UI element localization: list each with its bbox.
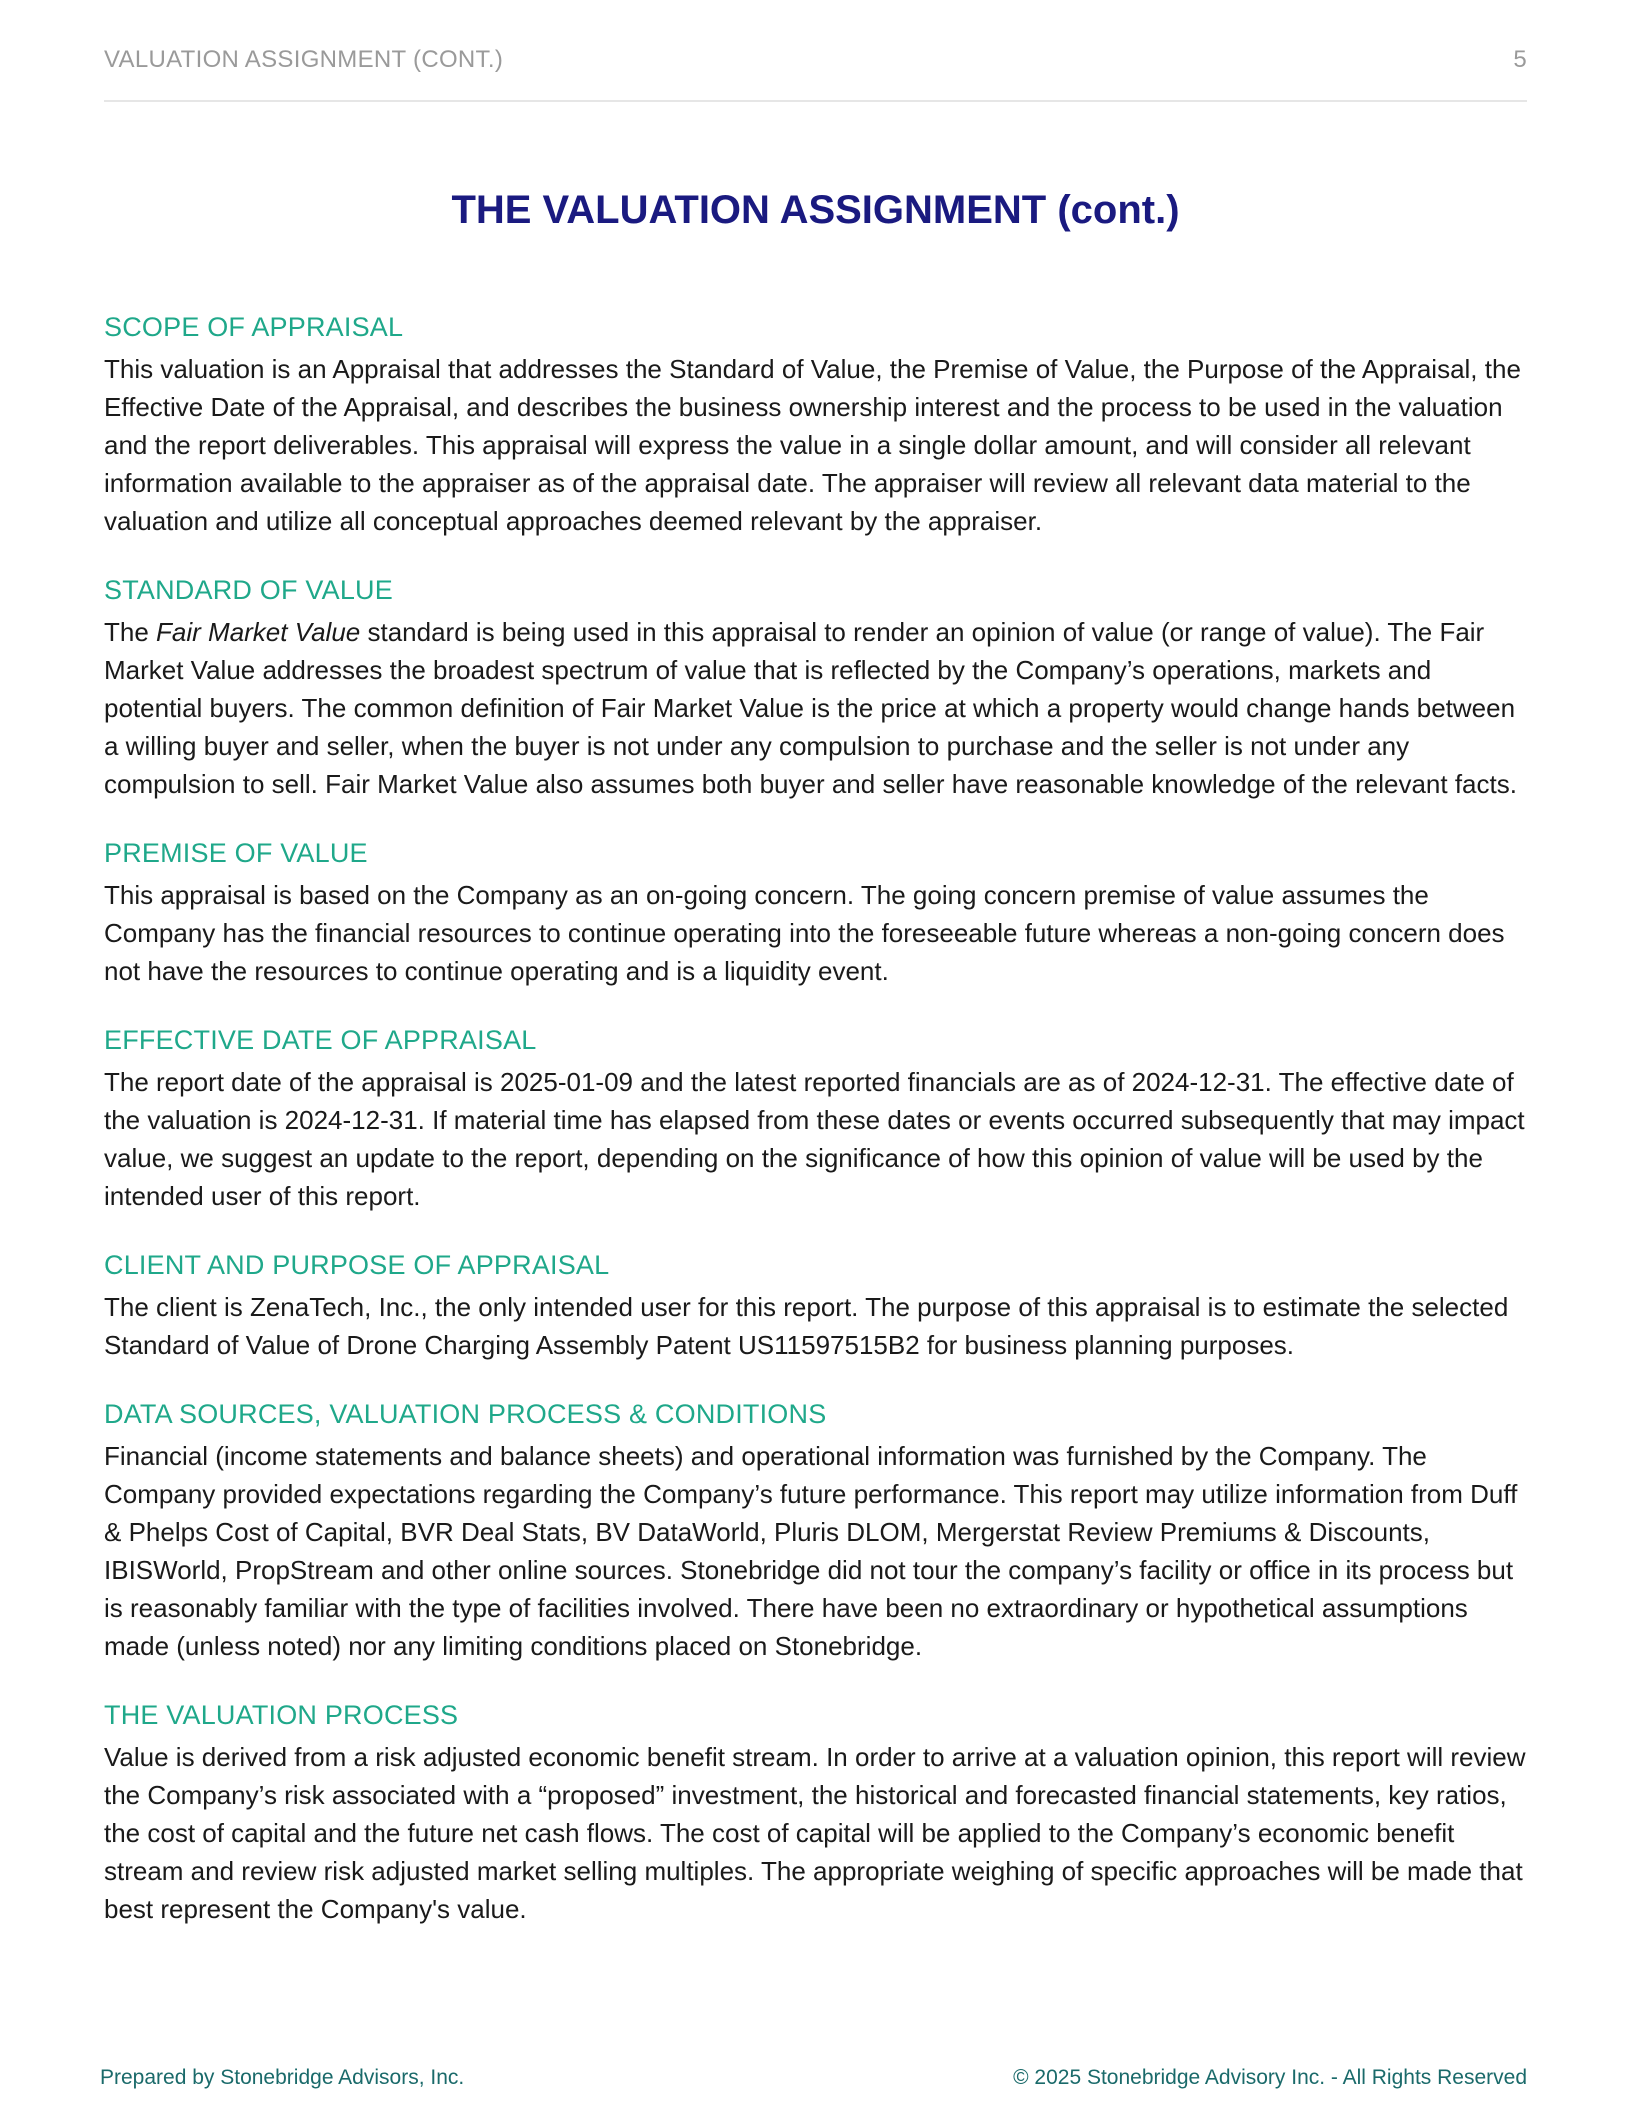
section-body: This appraisal is based on the Company as an on-going concern. The going concern premise of value assumes the Company has the financial resources to continue operating into the foreseeable future whereas a non-going concern does not have the resources to continue operating and is a liquidity event. [104,880,1505,986]
page-number: 5 [1513,46,1527,73]
section-heading: STANDARD OF VALUE [104,575,393,605]
section-heading: CLIENT AND PURPOSE OF APPRAISAL [104,1250,610,1280]
section-body: Financial (income statements and balance sheets) and operational information was furnished by the Company. The Company provided expectations regarding the Company’s future performance. This report may utilize information from Duff & Phelps Cost of Capital, BVR Deal Stats, BV DataWorld, Pluris DLOM, Mergerstat Review Premiums & Discounts, IBISWorld, PropStream and other online sources. Stonebridge did not tour the company’s facility or office in its process but is reasonably familiar with the type of facilities involved. There have been no extraordinary or hypothetical assumptions made (unless noted) nor any limiting conditions placed on Stonebridge. [104,1441,1518,1661]
section-client-and-purpose [104,1246,1529,1364]
section-heading: THE VALUATION PROCESS [104,1700,459,1730]
running-header-title: VALUATION ASSIGNMENT (CONT.) [104,46,504,73]
section-body: Value is derived from a risk adjusted economic benefit stream. In order to arrive at a valuation opinion, this report will review the Company’s risk associated with a “proposed” investment, the historical and forecasted financial statements, key ratios, the cost of capital and the future net cash flows. The cost of capital will be applied to the Company’s economic benefit stream and review risk adjusted market selling multiples. The appropriate weighing of specific approaches will be made that best represent the Company's value. [104,1742,1526,1924]
section-heading: PREMISE OF VALUE [104,838,368,868]
page-title: THE VALUATION ASSIGNMENT (cont.) [451,188,1180,232]
fair-market-value-emphasis: Fair Market Value [156,617,361,647]
section-heading: EFFECTIVE DATE OF APPRAISAL [104,1025,537,1055]
footer-copyright: © 2025 Stonebridge Advisory Inc. - All Rights Reserved [1013,2066,1527,2089]
section-data-sources [104,1395,1529,1665]
section-body-prefix: The [104,617,157,647]
section-body: The report date of the appraisal is 2025-01-09 and the latest reported financials are as of 2024-12-31. The effective date of the valuation is 2024-12-31. If material time has elapsed from these dates or events occurred subsequently that may impact value, we suggest an update to the report, depending on the significance of how this opinion of value will be used by the intended user of this report. [104,1067,1525,1211]
section-valuation-process [104,1696,1529,1928]
footer-prepared-by: Prepared by Stonebridge Advisors, Inc. [100,2066,465,2089]
section-effective-date [104,1021,1529,1215]
section-premise-of-value [104,834,1529,990]
section-body: The client is ZenaTech, Inc., the only intended user for this report. The purpose of this appraisal is to estimate the selected Standard of Value of Drone Charging Assembly Patent US11597515B2 for business planning purposes. [104,1292,1509,1360]
main-content [104,308,1529,1959]
section-heading: SCOPE OF APPRAISAL [104,312,404,342]
page-footer [100,2066,1527,2090]
section-body: This valuation is an Appraisal that addresses the Standard of Value, the Premise of Value, the Purpose of the Appraisal, the Effective Date of the Appraisal, and describes the business ownership interest and the process to be used in the valuation and the report deliverables. This appraisal will express the value in a single dollar amount, and will consider all relevant information available to the appraiser as of the appraisal date. The appraiser will review all relevant data material to the valuation and utilize all conceptual approaches deemed relevant by the appraiser. [104,354,1521,536]
section-body [104,613,1529,803]
section-body-text: standard is being used in this appraisal to render an opinion of value (or range of value). The Fair Market Value addresses the broadest spectrum of value that is reflected by the Company’s operations, markets and potential buyers. The common definition of Fair Market Value is the price at which a property would change hands between a willing buyer and seller, when the buyer is not under any compulsion to purchase and the seller is not under any compulsion to sell. Fair Market Value also assumes both buyer and seller have reasonable knowledge of the relevant facts. [104,617,1517,799]
section-heading: DATA SOURCES, VALUATION PROCESS & CONDITIONS [104,1399,827,1429]
running-header [104,46,1527,102]
section-scope-of-appraisal [104,308,1529,540]
section-standard-of-value [104,571,1529,803]
